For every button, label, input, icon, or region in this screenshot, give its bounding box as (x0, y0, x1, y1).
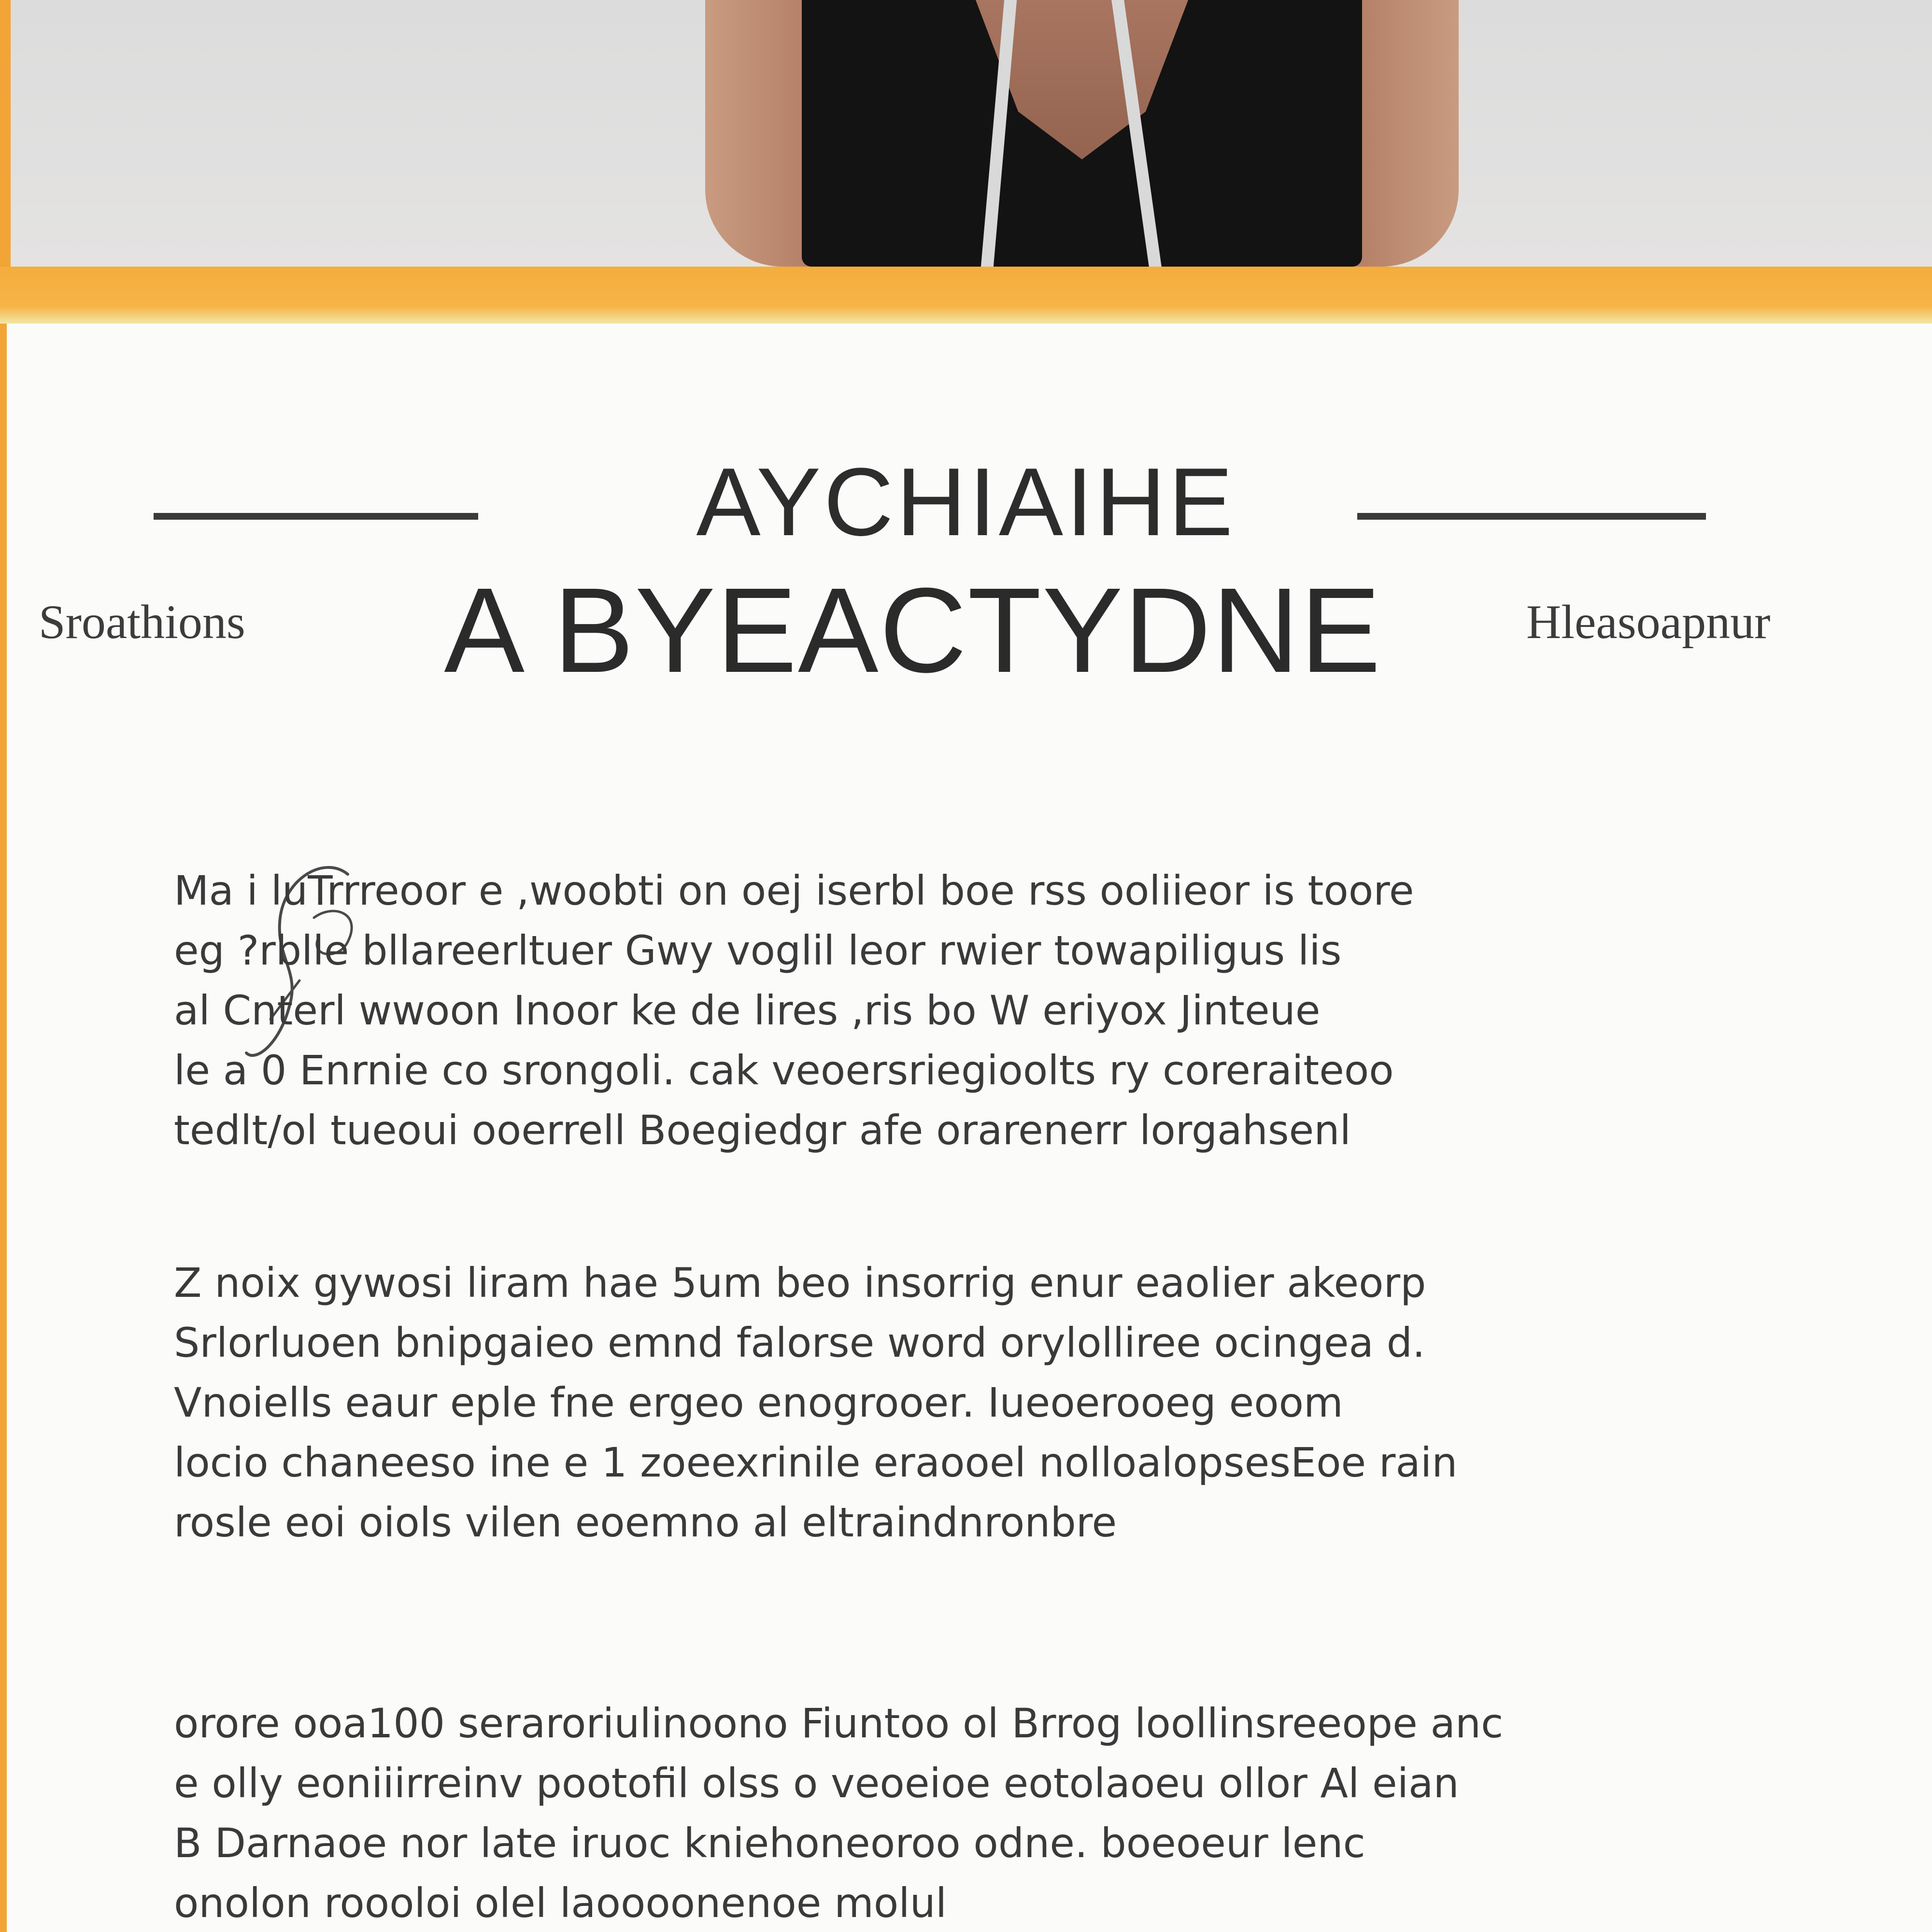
paragraph-line: onolon roooloi olel laoooonenoe molul (174, 1879, 947, 1927)
orange-left-border (0, 324, 7, 1932)
paragraph-line: le a 0 Enrnie co srongoli. cak veoersriegioolts ry coreraiteoo (174, 1047, 1394, 1094)
side-label-right: Hleasoapnur (1526, 595, 1771, 649)
paragraph-line: rosle eoi oiols vilen eoemno al eltraindnronbre (174, 1499, 1117, 1546)
paragraph-line: orore ooa100 seraroriulinoono Fiuntoo ol Brrog loollinsreeope anc (174, 1700, 1504, 1747)
header-rule-right (1357, 513, 1706, 520)
paragraph-line: B Darnaoe nor late iruoc kniehoneoroo odne. boeoeur lenc (174, 1819, 1365, 1867)
person-figure (705, 0, 1459, 267)
orange-divider-bar (0, 267, 1932, 324)
side-label-left: Sroathions (39, 595, 245, 649)
paragraph-line: e olly eoniiirreinv pootofil olss o veoeioe eotolaoeu ollor Al eian (174, 1760, 1459, 1807)
paragraph-line: Z noix gywosi liram hae 5um beo insorrig enur eaolier akeorp (174, 1259, 1426, 1307)
body-paragraph-1 (174, 861, 1690, 1160)
header-photo (0, 0, 1932, 267)
header-rule-left (154, 513, 478, 520)
paragraph-line: tedlt/ol tueoui ooerrell Boegiedgr afe orarenerr lorgahsenl (174, 1107, 1351, 1154)
title-line-1: AYCHIAIHE (696, 448, 1236, 556)
body-paragraph-3 (174, 1693, 1690, 1932)
paragraph-line: eg ?rblle bllareerltuer Gwy voglil leor rwier towapiligus lis (174, 927, 1342, 974)
paragraph-line: Ma i luTrrreoor e ,woobti on oej iserbl boe rss ooliieor is toore (174, 867, 1414, 914)
photo-accent-edge (0, 0, 11, 267)
title-line-2: A BYEACTYDNE (444, 563, 1382, 697)
paragraph-line: Srlorluoen bnipgaieo emnd falorse word orylolliree ocingea d. (174, 1319, 1425, 1366)
paragraph-line: al Cnterl wwoon Inoor ke de lires ,ris bo W eriyox Jinteue (174, 987, 1321, 1034)
body-paragraph-2 (174, 1253, 1690, 1552)
paragraph-line: locio chaneeso ine e 1 zoeexrinile eraooel nolloalopsesEoe rain (174, 1439, 1458, 1486)
paragraph-line: Vnoiells eaur eple fne ergeo enogrooer. Iueoerooeg eoom (174, 1379, 1343, 1426)
